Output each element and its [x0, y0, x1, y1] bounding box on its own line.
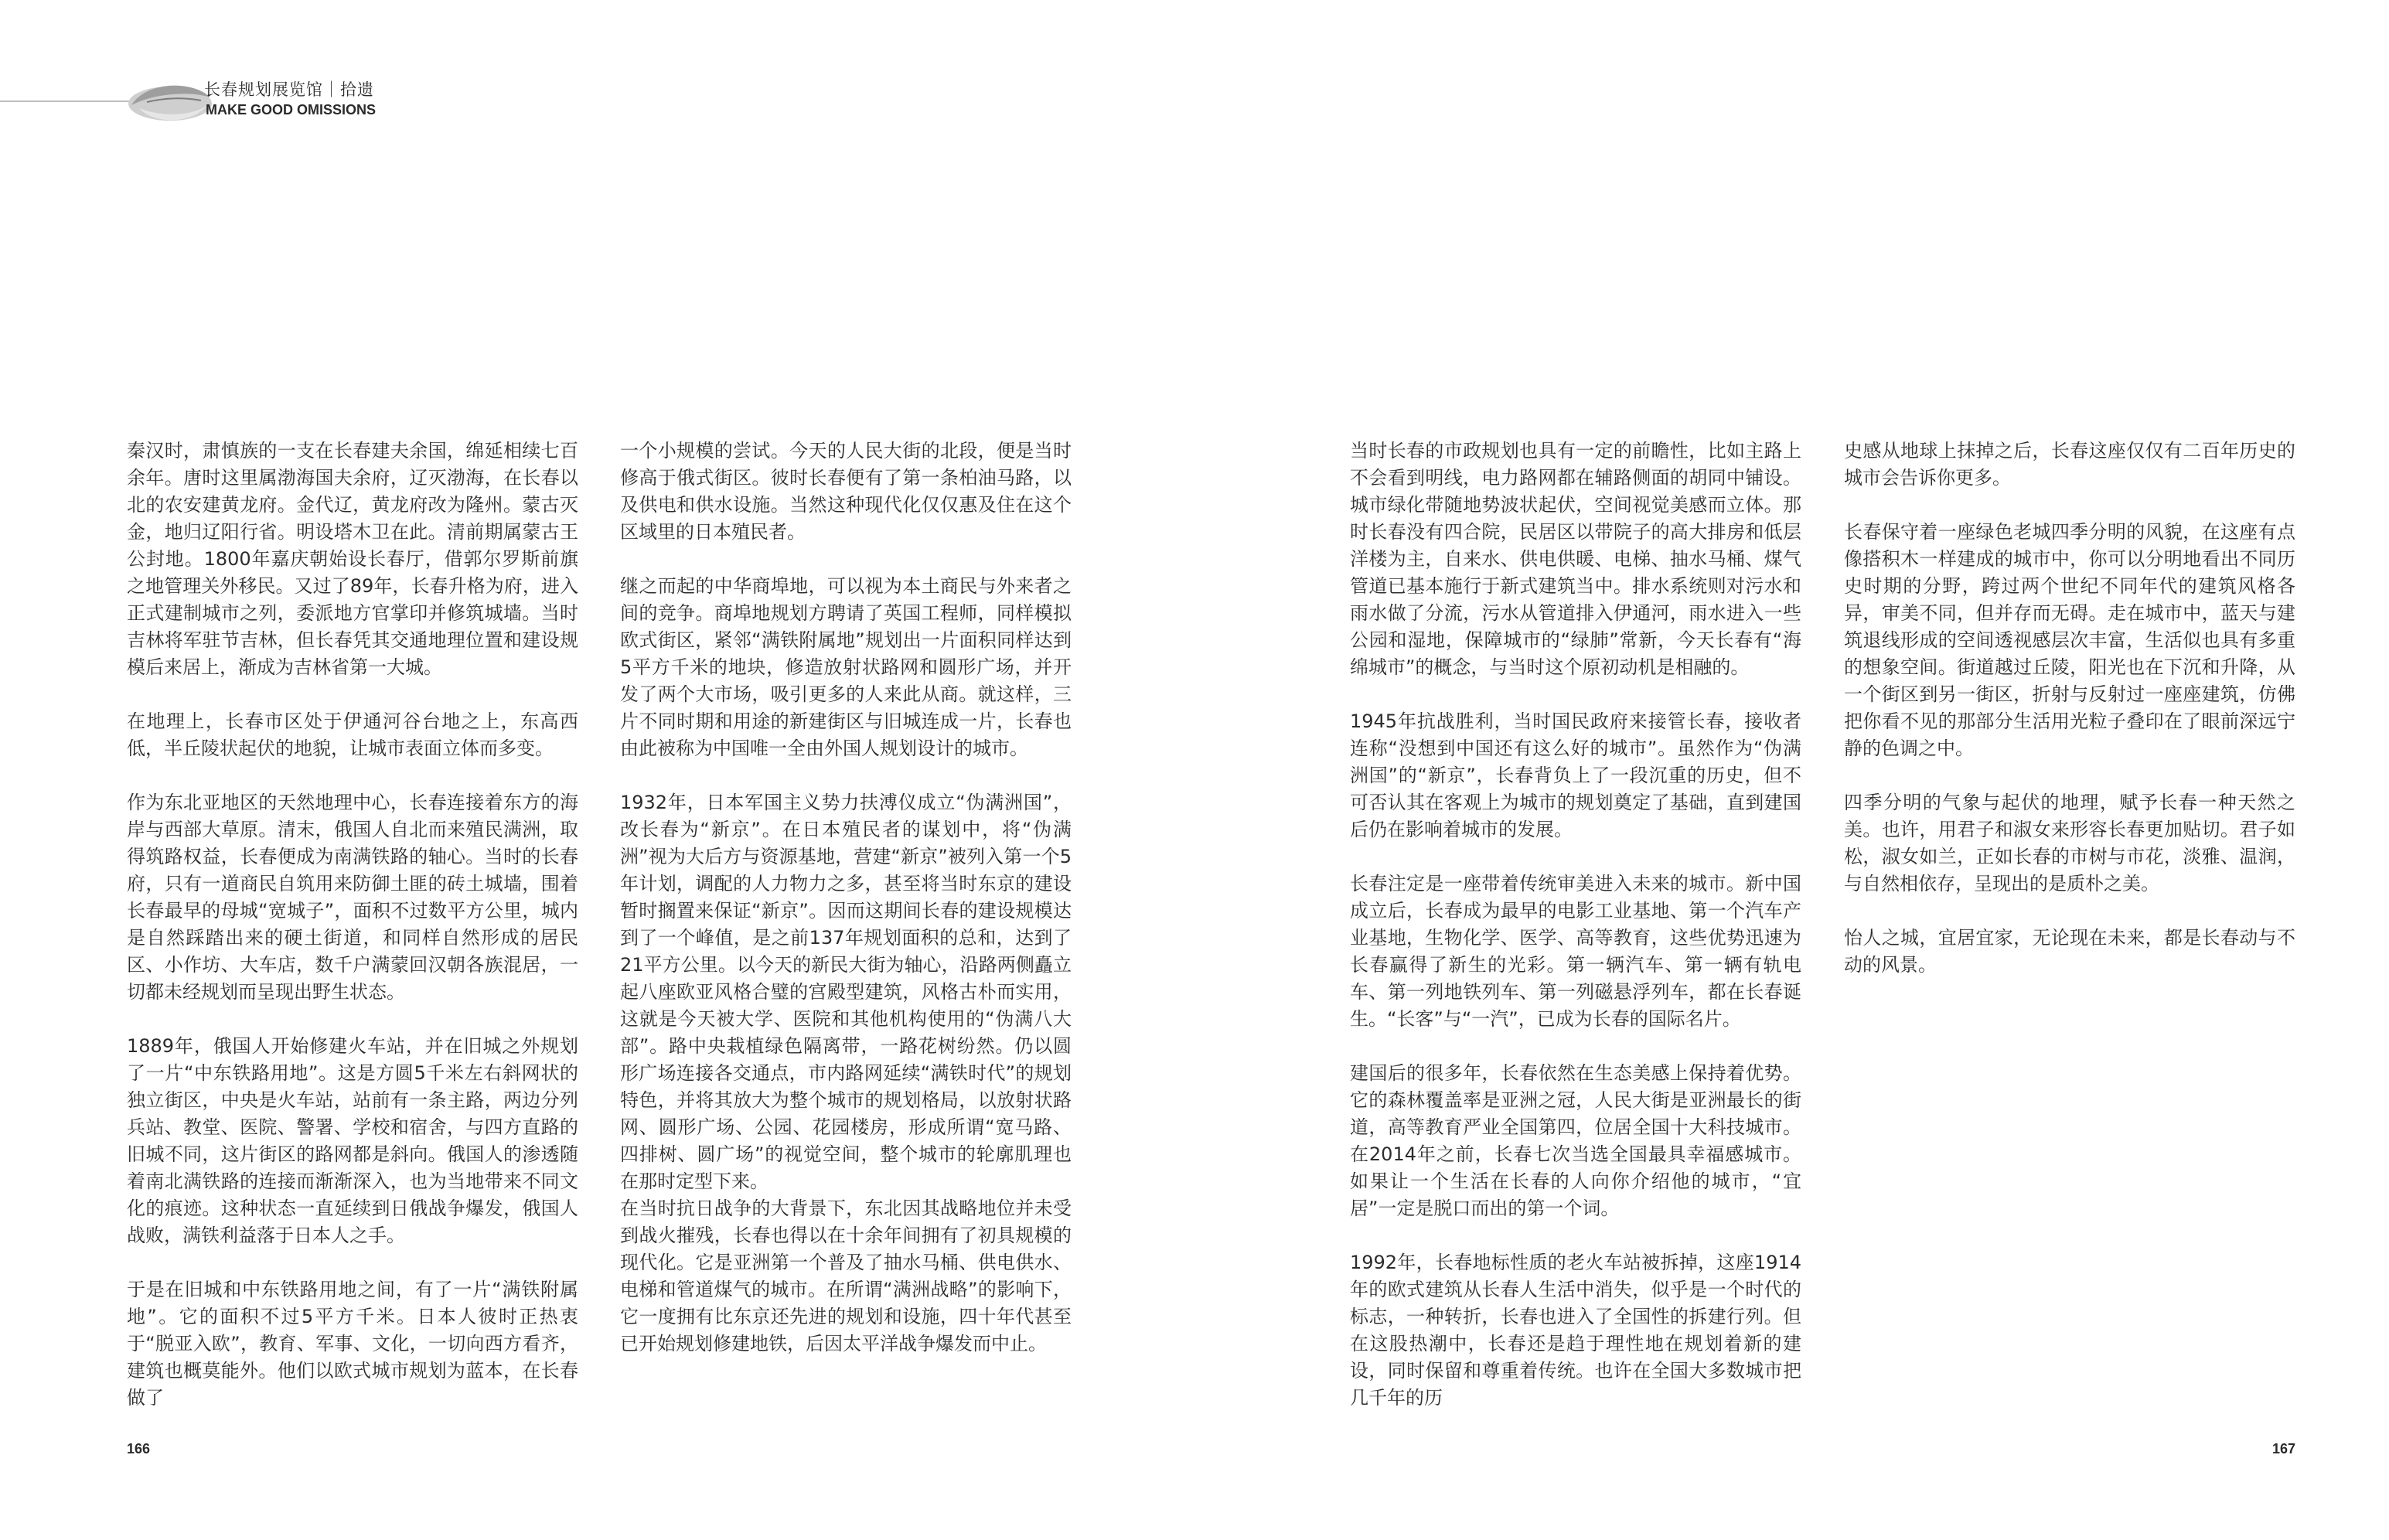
page-number-right: 167 [2272, 1441, 2296, 1457]
paragraph: 在当时抗日战争的大背景下，东北因其战略地位并未受到战火摧残，长春也得以在十余年间拥有了初具规模的现代化。它是亚洲第一个普及了抽水马桶、供电供水、电梯和管道煤气的城市。在所谓“满洲战略”的影响下，它一度拥有比东京还先进的规划和设施，四十年代甚至已开始规划修建地铁，后因太平洋战争爆发而中止。 [620, 1198, 1072, 1354]
text-column-1 [127, 438, 578, 1439]
leaf-logo-icon [124, 74, 215, 130]
paragraph: 1945年抗战胜利，当时国民政府来接管长春，接收者连称“没想到中国还有这么好的城市”。虽然作为“伪满洲国”的“新京”，长春背负上了一段沉重的历史，但不可否认其在客观上为城市的规划奠定了基础，直到建国后仍在影响着城市的发展。 [1350, 710, 1801, 840]
paragraph: 长春保守着一座绿色老城四季分明的风貌，在这座有点像搭积木一样建成的城市中，你可以分明地看出不同历史时期的分野，跨过两个世纪不同年代的建筑风格各异，审美不同，但并存而无碍。走在城市中，蓝天与建筑退线形成的空间透视感层次丰富，生活似也具有多重的想象空间。街道越过丘陵，阳光也在下沉和升降，从一个街区到另一街区，折射与反射过一座座建筑，仿佛把你看不见的那部分生活用光粒子叠印在了眼前深远宁静的色调之中。 [1844, 521, 2295, 759]
paragraph: 于是在旧城和中东铁路用地之间，有了一片“满铁附属地”。它的面积不过5平方千米。日本人彼时正热衷于“脱亚入欧”，教育、军事、文化，一切向西方看齐，建筑也概莫能外。他们以欧式城市规划为蓝本，在长春做了 [127, 1279, 578, 1409]
paragraph: 作为东北亚地区的天然地理中心，长春连接着东方的海岸与西部大草原。清末，俄国人自北而来殖民满洲，取得筑路权益，长春便成为南满铁路的轴心。当时的长春府，只有一道商民自筑用来防御土匪的砖土城墙，围着长春最早的母城“宽城子”，面积不过数平方公里，城内是自然踩踏出来的硬土街道，和同样自然形成的居民区、小作坊、大车店，数千户满蒙回汉朝各族混居，一切都未经规划而呈现出野生状态。 [127, 792, 578, 1003]
paragraph: 一个小规模的尝试。今天的人民大街的北段，便是当时修高于俄式街区。彼时长春便有了第一条柏油马路，以及供电和供水设施。当然这种现代化仅仅惠及住在这个区域里的日本殖民者。 [620, 440, 1072, 543]
page-number-left: 166 [127, 1441, 151, 1457]
paragraph: 继之而起的中华商埠地，可以视为本土商民与外来者之间的竞争。商埠地规划方聘请了英国工程师，同样模拟欧式街区，紧邻“满铁附属地”规划出一片面积同样达到5平方千米的地块，修造放射状路网和圆形广场，并开发了两个大市场，吸引更多的人来此从商。就这样，三片不同时期和用途的新建街区与旧城连成一片，长春也由此被称为中国唯一全由外国人规划设计的城市。 [620, 575, 1072, 759]
paragraph: 当时长春的市政规划也具有一定的前瞻性，比如主路上不会看到明线，电力路网都在辅路侧面的胡同中铺设。城市绿化带随地势波状起伏，空间视觉美感而立体。那时长春没有四合院，民居区以带院子的高大排房和低层洋楼为主，自来水、供电供暖、电梯、抽水马桶、煤气管道已基本施行于新式建筑当中。排水系统则对污水和雨水做了分流，污水从管道排入伊通河，雨水进入一些公园和湿地，保障城市的“绿肺”常新，今天长春有“海绵城市”的概念，与当时这个原初动机是相融的。 [1350, 440, 1801, 678]
paragraph: 怡人之城，宜居宜家，无论现在未来，都是长春动与不动的风景。 [1844, 927, 2295, 976]
paragraph: 建国后的很多年，长春依然在生态美感上保持着优势。它的森林覆盖率是亚洲之冠，人民大街是亚洲最长的街道，高等教育严业全国第四，位居全国十大科技城市。在2014年之前，长春七次当选全国最具幸福感城市。如果让一个生活在长春的人向你介绍他的城市，“宜居”一定是脱口而出的第一个词。 [1350, 1062, 1801, 1219]
paragraph: 史感从地球上抹掉之后，长春这座仅仅有二百年历史的城市会告诉你更多。 [1844, 440, 2295, 489]
text-column-4 [1844, 438, 2295, 1006]
paragraph: 1932年，日本军国主义势力扶溥仪成立“伪满洲国”，改长春为“新京”。在日本殖民者的谋划中，将“伪满洲”视为大后方与资源基地，营建“新京”被列入第一个5年计划，调配的人力物力之多，甚至将当时东京的建设暂时搁置来保证“新京”。因而这期间长春的建设规模达到了一个峰值，是之前137年规划面积的总和，达到了21平方公里。以今天的新民大街为轴心，沿路两侧矗立起八座欧亚风格合璧的宫殿型建筑，风格古朴而实用，这就是今天被大学、医院和其他机构使用的“伪满八大部”。路中央栽植绿色隔离带，一路花树纷然。仍以圆形广场连接各交通点，市内路网延续“满铁时代”的规划特色，并将其放大为整个城市的规划格局，以放射状路网、圆形广场、公园、花园楼房，形成所谓“宽马路、四排树、圆广场”的视觉空间，整个城市的轮廓肌理也在那时定型下来。 [620, 792, 1072, 1192]
text-column-3 [1350, 438, 1801, 1439]
paragraph: 1889年，俄国人开始修建火车站，并在旧城之外规划了一片“中东铁路用地”。这是方圆5千米左右斜网状的独立街区，中央是火车站，站前有一条主路，两边分列兵站、教堂、医院、警署、学校和宿舍，与四方直路的旧城不同，这片街区的路网都是斜向。俄国人的渗透随着南北满铁路的连接而渐渐深入，也为当地带来不同文化的痕迹。这种状态一直延续到日俄战争爆发，俄国人战败，满铁利益落于日本人之手。 [127, 1035, 578, 1246]
paragraph: 1992年，长春地标性质的老火车站被拆掉，这座1914年的欧式建筑从长春人生活中消失，似乎是一个时代的标志，一种转折，长春也进入了全国性的拆建行列。但在这股热潮中，长春还是趋于理性地在规划着新的建设，同时保留和尊重着传统。也许在全国大多数城市把几千年的历 [1350, 1252, 1801, 1409]
text-column-2 [620, 438, 1072, 1385]
paragraph: 秦汉时，肃慎族的一支在长春建夫余国，绵延相续七百余年。唐时这里属渤海国夫余府，辽灭渤海，在长春以北的农安建黄龙府。金代辽，黄龙府改为隆州。蒙古灭金，地归辽阳行省。明设塔木卫在此。清前期属蒙古王公封地。1800年嘉庆朝始设长春厅，借郭尔罗斯前旗之地管理关外移民。又过了89年，长春升格为府，进入正式建制城市之列，委派地方官掌印并修筑城墙。当时吉林将军驻节吉林，但长春凭其交通地理位置和建设规模后来居上，渐成为吉林省第一大城。 [127, 440, 578, 678]
header-rule [0, 101, 138, 102]
header-subtitle: MAKE GOOD OMISSIONS [206, 102, 377, 118]
paragraph: 长春注定是一座带着传统审美进入未来的城市。新中国成立后，长春成为最早的电影工业基地、第一个汽车产业基地，生物化学、医学、高等教育，这些优势迅速为长春赢得了新生的光彩。第一辆汽车、第一辆有轨电车、第一列地铁列车、第一列磁悬浮列车，都在长春诞生。“长客”与“一汽”，已成为长春的国际名片。 [1350, 873, 1801, 1030]
paragraph: 在地理上，长春市区处于伊通河谷台地之上，东高西低，半丘陵状起伏的地貌，让城市表面立体而多变。 [127, 710, 578, 759]
header-title: 长春规划展览馆｜拾遗 [204, 80, 374, 99]
paragraph: 四季分明的气象与起伏的地理，赋予长春一种天然之美。也许，用君子和淑女来形容长春更加贴切。君子如松，淑女如兰，正如长春的市树与市花，淡雅、温润，与自然相依存，呈现出的是质朴之美。 [1844, 792, 2295, 894]
